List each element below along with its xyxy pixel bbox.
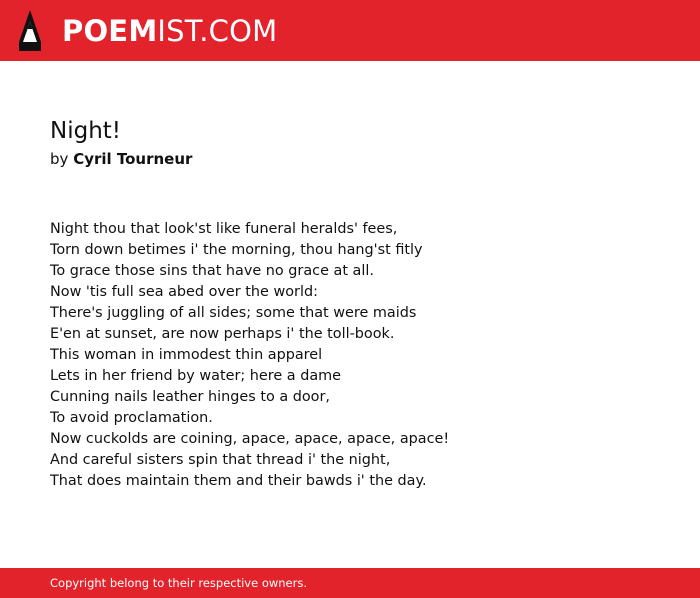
brand-light-part: IST.COM: [157, 14, 278, 48]
poem-body: [50, 219, 650, 492]
poem-line: Night thou that look'st like funeral heralds' fees,: [50, 221, 398, 237]
by-label: by: [50, 150, 69, 168]
poem-line: That does maintain them and their bawds i' the day.: [50, 473, 427, 489]
site-logo-text[interactable]: [62, 14, 277, 48]
poem-line: Torn down betimes i' the morning, thou hang'st fitly: [50, 242, 423, 258]
poem-author: Cyril Tourneur: [73, 150, 193, 168]
pencil-tip-icon[interactable]: [17, 9, 43, 52]
poem-line: This woman in immodest thin apparel: [50, 347, 323, 363]
poem-line: And careful sisters spin that thread i' the night,: [50, 452, 391, 468]
site-footer: [0, 568, 700, 598]
poem-line: To avoid proclamation.: [50, 410, 213, 426]
poem-line: Now cuckolds are coining, apace, apace, apace, apace!: [50, 431, 450, 447]
poem-byline: [50, 149, 192, 169]
poem-line: Cunning nails leather hinges to a door,: [50, 389, 330, 405]
poem-line: Lets in her friend by water; here a dame: [50, 368, 342, 384]
poem-line: There's juggling of all sides; some that were maids: [50, 305, 417, 321]
site-header: [0, 0, 700, 61]
poem-line: E'en at sunset, are now perhaps i' the toll-book.: [50, 326, 395, 342]
poem-title: Night!: [50, 118, 122, 144]
copyright-text: Copyright belong to their respective owners.: [50, 576, 308, 590]
poem-line: To grace those sins that have no grace at all.: [50, 263, 374, 279]
brand-bold-part: POEM: [62, 14, 158, 48]
poem-line: Now 'tis full sea abed over the world:: [50, 284, 318, 300]
